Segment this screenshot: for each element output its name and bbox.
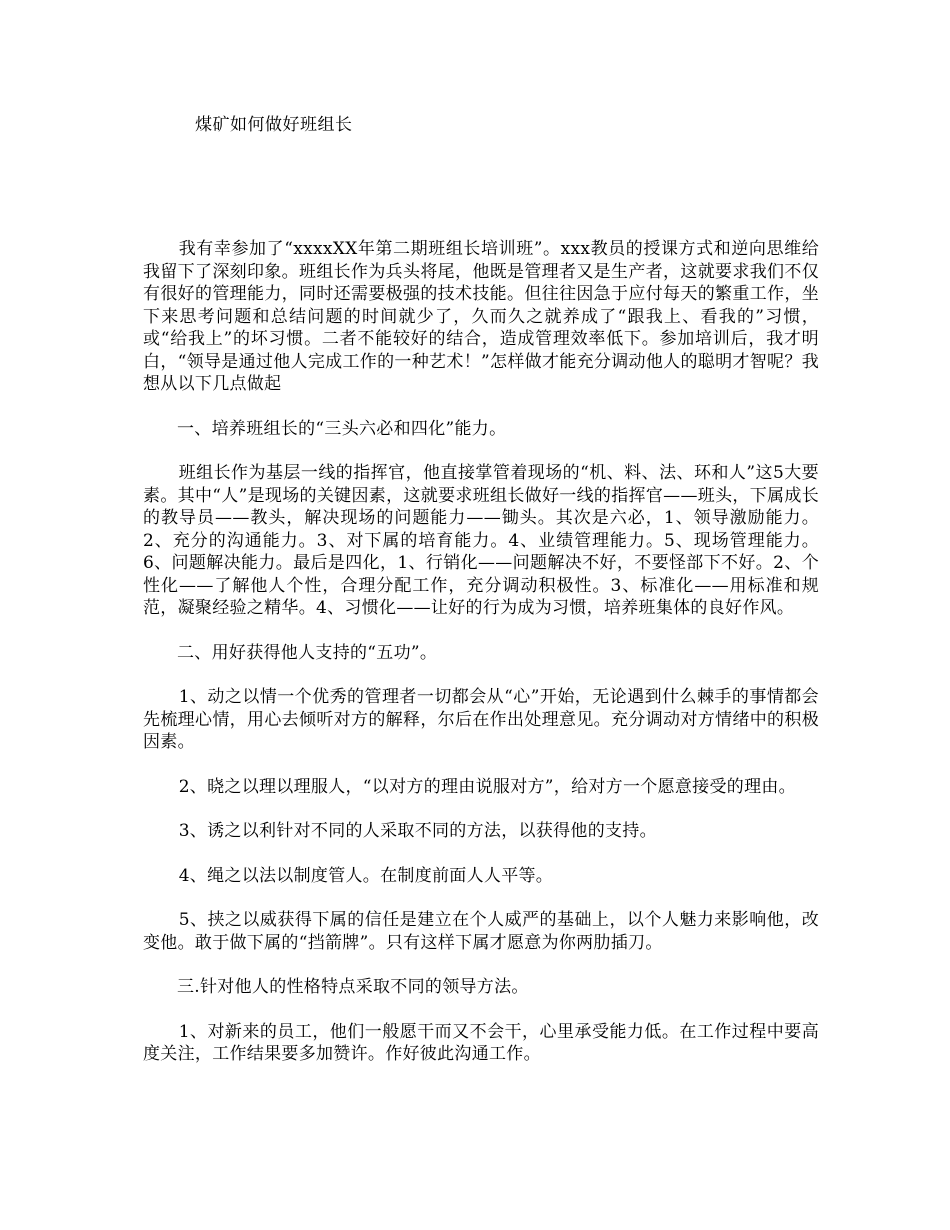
paragraph-section-3-item-1: 1、对新来的员工，他们一般愿干而又不会干，心里承受能力低。在工作过程中要高度关注，工作结果要多加赞许。作好彼此沟通工作。 xyxy=(143,1021,819,1064)
paragraph-item-5: 5、挟之以威获得下属的信任是建立在个人威严的基础上，以个人魅力来影响他，改变他。敢于做下属的“挡箭牌”。只有这样下属才愿意为你两肋插刀。 xyxy=(143,910,819,953)
document-title: 煤矿如何做好班组长 xyxy=(195,115,353,135)
paragraph-item-1: 1、动之以情一个优秀的管理者一切都会从“心”开始，无论遇到什么棘手的事情都会先梳理心情，用心去倾听对方的解释，尔后在作出处理意见。充分调动对方情绪中的积极因素。 xyxy=(143,687,819,752)
paragraph-intro: 我有幸参加了“xxxxXX年第二期班组长培训班”。xxx教员的授课方式和逆向思维给我留下了深刻印象。班组长作为兵头将尾，他既是管理者又是生产者，这就要求我们不仅有很好的管理能力，同时还需要极强的技术技能。但往往因急于应付每天的繁重工作，坐下来思考问题和总结问题的时间就少了，久而久之就养成了“跟我上、看我的”习惯，或“给我上”的坏习惯。二者不能较好的结合，造成管理效率低下。参加培训后，我才明白，“领导是通过他人完成工作的一种艺术！”怎样做才能充分调动他人的聪明才智呢？我想从以下几点做起 xyxy=(143,239,819,394)
paragraph-item-3: 3、诱之以利针对不同的人采取不同的方法，以获得他的支持。 xyxy=(178,821,657,841)
section-heading-3: 三.针对他人的性格特点采取不同的领导方法。 xyxy=(177,977,529,997)
document-body xyxy=(143,238,819,1088)
paragraph-item-4: 4、绳之以法以制度管人。在制度前面人人平等。 xyxy=(178,865,554,886)
paragraph-item-2: 2、晓之以理以理服人，“以对方的理由说服对方”，给对方一个愿意接受的理由。 xyxy=(178,776,796,797)
paragraph-section-1: 班组长作为基层一线的指挥官，他直接掌管着现场的“机、料、法、环和人”这5大要素。其中“人”是现场的关键因素，这就要求班组长做好一线的指挥官——班头，下属成长的教导员——教头，解决现场的问题能力——锄头。其次是六必，1、领导激励能力。2、充分的沟通能力。3、对下属的培育能力。4、业绩管理能力。5、现场管理能力。6、问题解决能力。最后是四化，1、行销化——问题解决不好，不要怪部下不好。2、个性化——了解他人个性，合理分配工作，充分调动积极性。3、标准化——用标准和规范，凝聚经验之精华。4、习惯化——让好的行为成为习惯，培养班集体的良好作风。 xyxy=(143,463,819,618)
section-heading-2: 二、用好获得他人支持的“五功”。 xyxy=(177,642,438,663)
section-heading-1: 一、培养班组长的“三头六必和四化”能力。 xyxy=(177,418,507,439)
